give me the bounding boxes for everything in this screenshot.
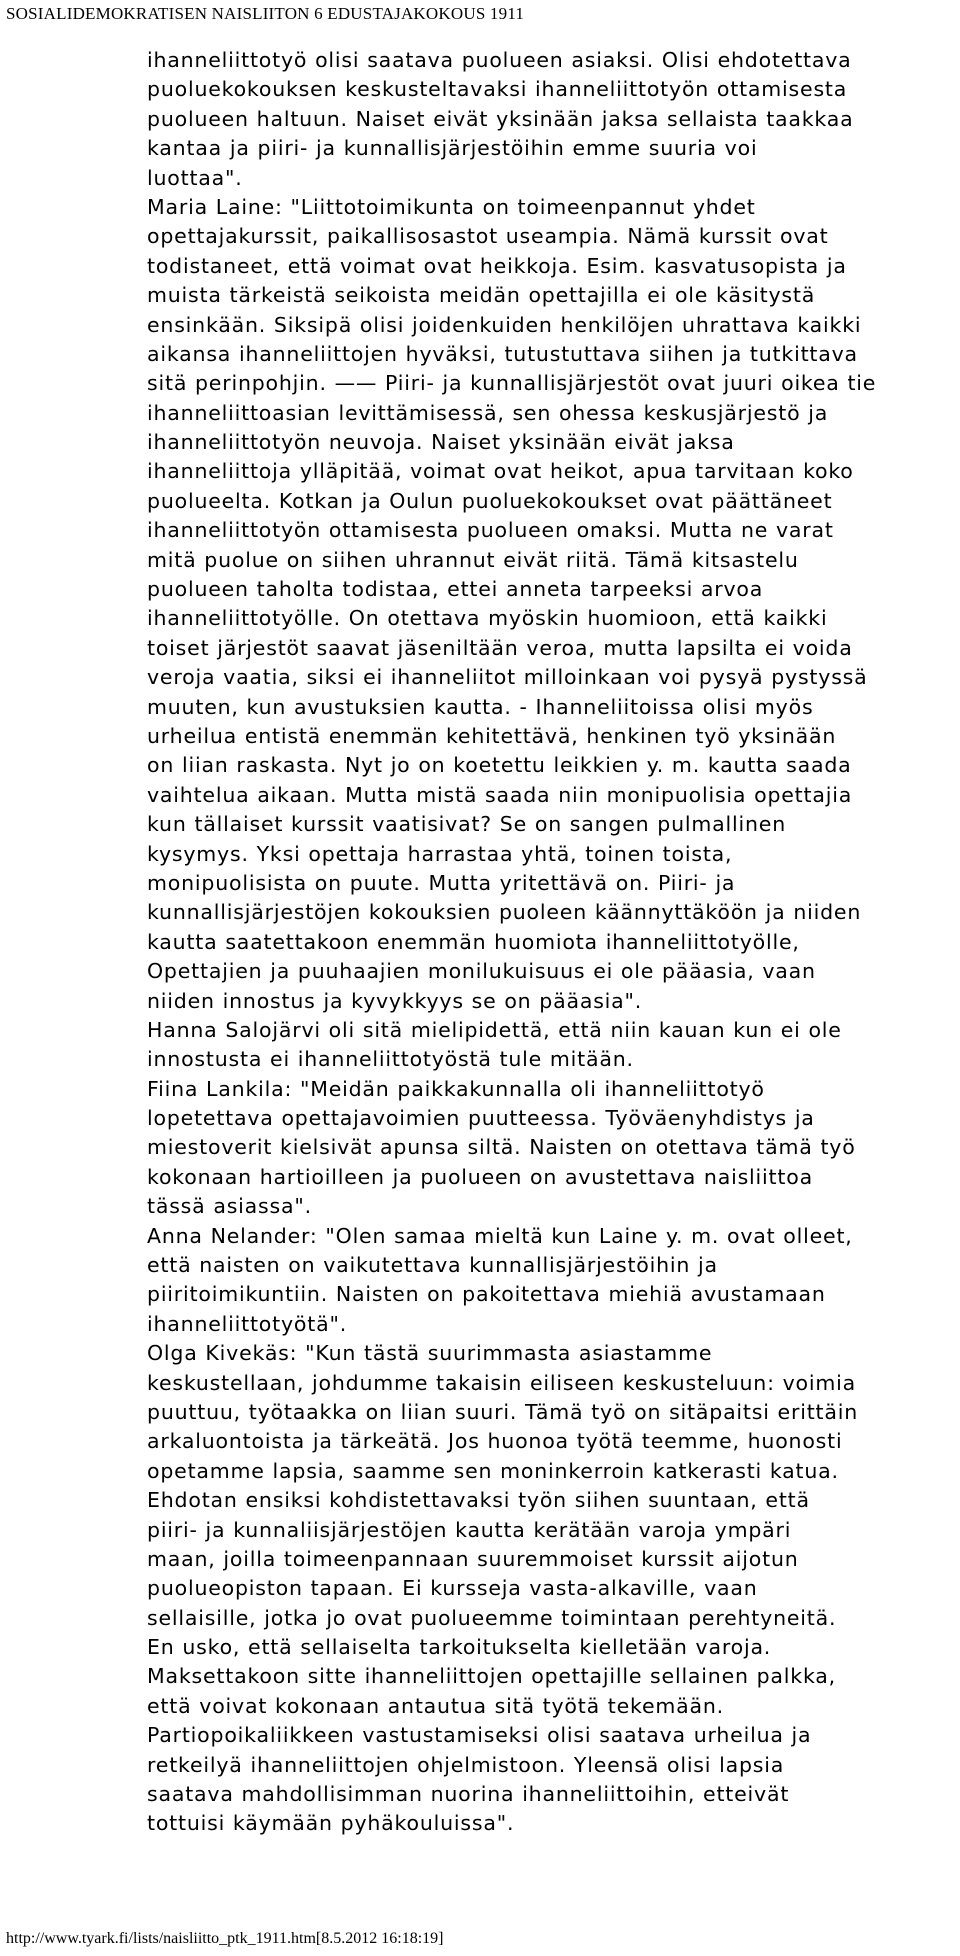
text-line: retkeilyä ihanneliittojen ohjelmistoon. Yleensä olisi lapsia	[147, 1752, 785, 1777]
text-line: veroja vaatia, siksi ei ihanneliitot milloinkaan voi pysyä pystyssä	[147, 665, 868, 690]
text-line: muista tärkeistä seikoista meidän opettajilla ei ole käsitystä	[147, 283, 816, 308]
text-line: muuten, kun avustuksien kautta. - Ihanneliitoissa olisi myös	[147, 694, 814, 719]
text-line: vaihtelua aikaan. Mutta mistä saada niin monipuolisia opettajia	[147, 782, 853, 807]
text-line: ihanneliittoja ylläpitää, voimat ovat heikot, apua tarvitaan koko	[147, 459, 854, 484]
text-line: ihanneliittotyölle. On otettava myöskin huomioon, että kaikki	[147, 606, 828, 631]
text-line: keskustellaan, johdumme takaisin eiliseen keskusteluun: voimia	[147, 1370, 857, 1395]
text-line: Fiina Lankila: "Meidän paikkakunnalla oli ihanneliittotyö	[147, 1076, 765, 1101]
text-line: puuttuu, työtaakka on liian suuri. Tämä työ on sitäpaitsi erittäin	[147, 1399, 859, 1424]
text-line: ihanneliittotyö olisi saatava puolueen asiaksi. Olisi ehdotettava	[147, 48, 852, 72]
text-line: aikansa ihanneliittojen hyväksi, tutustuttava siihen ja tutkittava	[147, 341, 858, 366]
text-line: innostusta ei ihanneliittotyöstä tule mitään.	[147, 1047, 634, 1072]
text-line: Olga Kivekäs: "Kun tästä suurimmasta asiastamme	[147, 1341, 713, 1366]
text-line: miestoverit kielsivät apunsa siltä. Naisten on otettava tämä työ	[147, 1135, 856, 1160]
text-line: kysymys. Yksi opettaja harrastaa yhtä, toinen toista,	[147, 841, 733, 866]
text-line: maan, joilla toimeenpannaan suuremmoiset kurssit aijotun	[147, 1546, 799, 1571]
text-line: Anna Nelander: "Olen samaa mieltä kun Laine y. m. ovat olleet,	[147, 1223, 853, 1248]
document-body	[147, 46, 947, 1839]
page-footer-url: http://www.tyark.fi/lists/naisliitto_ptk_1911.htm[8.5.2012 16:18:19]	[6, 1930, 444, 1947]
text-line: Maria Laine: "Liittotoimikunta on toimeenpannut yhdet	[147, 194, 756, 219]
text-line: Ehdotan ensiksi kohdistettavaksi työn siihen suuntaan, että	[147, 1488, 810, 1513]
text-line: saatava mahdollisimman nuorina ihanneliittoihin, etteivät	[147, 1782, 790, 1807]
text-line: piiri- ja kunnaliisjärjestöjen kautta kerätään varoja ympäri	[147, 1517, 792, 1542]
text-line: tottuisi käymään pyhäkouluissa".	[147, 1811, 515, 1836]
text-line: kautta saatettakoon enemmän huomiota ihanneliittotyölle,	[147, 929, 800, 954]
text-line: että naisten on vaikutettava kunnallisjärjestöihin ja	[147, 1253, 718, 1278]
text-line: ihanneliittoasian levittämisessä, sen ohessa keskusjärjestö ja	[147, 400, 829, 425]
text-line: mitä puolue on siihen uhrannut eivät riitä. Tämä kitsastelu	[147, 547, 799, 572]
text-line: Opettajien ja puuhaajien monilukuisuus ei ole pääasia, vaan	[147, 959, 816, 984]
text-line: kunnallisjärjestöjen kokouksien puoleen käännyttäköön ja niiden	[147, 900, 862, 925]
text-line: opetamme lapsia, saamme sen moninkerroin katkerasti katua.	[147, 1458, 839, 1483]
page-header-title: SOSIALIDEMOKRATISEN NAISLIITON 6 EDUSTAJAKOKOUS 1911	[6, 4, 525, 23]
text-line: sellaisille, jotka jo ovat puolueemme toimintaan perehtyneitä.	[147, 1605, 837, 1630]
text-line: opettajakurssit, paikallisosastot useampia. Nämä kurssit ovat	[147, 224, 829, 249]
text-line: että voivat kokonaan antautua sitä työtä tekemään.	[147, 1693, 724, 1718]
text-line: toiset järjestöt saavat jäseniltään veroa, mutta lapsilta ei voida	[147, 635, 853, 660]
text-line: todistaneet, että voimat ovat heikkoja. Esim. kasvatusopista ja	[147, 253, 847, 278]
text-line: piiritoimikuntiin. Naisten on pakoitettava miehiä avustamaan	[147, 1282, 826, 1307]
text-line: En usko, että sellaiselta tarkoitukselta kielletään varoja.	[147, 1635, 772, 1660]
text-line: monipuolisista on puute. Mutta yritettävä on. Piiri- ja	[147, 870, 736, 895]
text-line: puolueelta. Kotkan ja Oulun puoluekokoukset ovat päättäneet	[147, 488, 833, 513]
text-line: puolueen haltuun. Naiset eivät yksinään jaksa sellaista taakkaa	[147, 106, 854, 131]
text-line: ihanneliittotyön ottamisesta puolueen omaksi. Mutta ne varat	[147, 518, 834, 543]
text-line: Hanna Salojärvi oli sitä mielipidettä, että niin kauan kun ei ole	[147, 1017, 842, 1042]
text-line: Partiopoikaliikkeen vastustamiseksi olisi saatava urheilua ja	[147, 1723, 812, 1748]
text-line: sitä perinpohjin. —— Piiri- ja kunnallisjärjestöt ovat juuri oikea tie	[147, 371, 877, 396]
text-line: puolueopiston tapaan. Ei kursseja vasta-alkaville, vaan	[147, 1576, 758, 1601]
text-line: ihanneliittotyön neuvoja. Naiset yksinään eivät jaksa	[147, 430, 735, 455]
text-line: tässä asiassa".	[147, 1194, 312, 1219]
text-line: urheilua entistä enemmän kehitettävä, henkinen työ yksinään	[147, 723, 837, 748]
text-line: kokonaan hartioilleen ja puolueen on avustettava naisliittoa	[147, 1164, 813, 1189]
text-line: ihanneliittotyötä".	[147, 1311, 348, 1336]
text-line: puolueen taholta todistaa, ettei anneta tarpeeksi arvoa	[147, 577, 764, 602]
text-line: niiden innostus ja kyvykkyys se on pääasia".	[147, 988, 643, 1013]
text-line: kantaa ja piiri- ja kunnallisjärjestöihin emme suuria voi	[147, 136, 758, 161]
text-line: puoluekokouksen keskusteltavaksi ihanneliittotyön ottamisesta	[147, 77, 848, 102]
text-line: on liian raskasta. Nyt jo on koetettu leikkien y. m. kautta saada	[147, 753, 852, 778]
text-line: lopetettava opettajavoimien puutteessa. Työväenyhdistys ja	[147, 1106, 815, 1131]
text-line: ensinkään. Siksipä olisi joidenkuiden henkilöjen uhrattava kaikki	[147, 312, 862, 337]
text-line: Maksettakoon sitte ihanneliittojen opettajille sellainen palkka,	[147, 1664, 836, 1689]
text-line: luottaa".	[147, 165, 243, 190]
text-line: arkaluontoista ja tärkeätä. Jos huonoa työtä teemme, huonosti	[147, 1429, 843, 1454]
text-line: kun tällaiset kurssit vaatisivat? Se on sangen pulmallinen	[147, 812, 786, 837]
